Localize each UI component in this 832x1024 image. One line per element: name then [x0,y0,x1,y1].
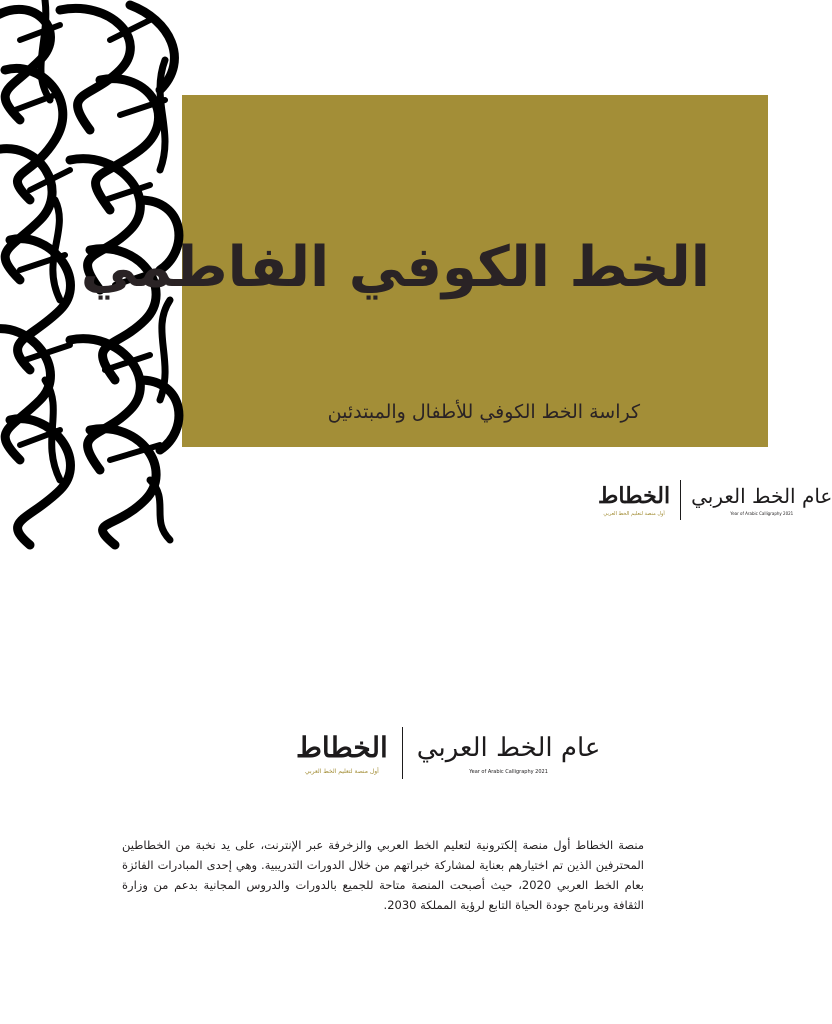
logo-group-bottom [296,722,600,784]
khattat-logo-tagline: أول منصة لتعليم الخط العربي [305,768,379,775]
year-logo-arabic: عام الخط العربي [691,484,832,508]
year-logo-english: Year of Arabic Calligraphy 2021 [730,511,794,516]
platform-description: منصة الخطاط أول منصة إلكترونية لتعليم الخط العربي والزخرفة عبر الإنترنت، على يد نخبة من الخطاطين المحترفين الذين تم اختيارهم بعناية لمشاركة خبراتهم من خلال الدورات التدريبية. وهي إحدى المبادرات الفائزة بعام الخط العربي 2020، حيث أصبحت المنصة متاحة للجميع بالدورات والدروس المجانية بدعم من وزارة الثقافة وبرنامج جودة الحياة التابع لرؤية المملكة 2030. [122,837,644,912]
logo-divider [680,480,681,520]
khattat-logo-word: الخطاط [598,483,671,509]
khattat-logo [598,482,670,518]
khattat-logo-word: الخطاط [296,731,388,764]
logo-divider [402,727,403,779]
khattat-logo [296,729,388,777]
year-logo-arabic: عام الخط العربي [416,733,601,763]
cover-title: الخط الكوفي الفاطمي [80,235,710,300]
cover-subtitle: كراسة الخط الكوفي للأطفال والمبتدئين [327,401,640,423]
year-of-calligraphy-logo [691,482,832,518]
logo-group-top [598,476,832,524]
year-of-calligraphy-logo [417,729,601,777]
khattat-logo-tagline: أول منصة لتعليم الخط العربي [603,511,665,517]
year-logo-english: Year of Arabic Calligraphy 2021 [469,769,548,775]
